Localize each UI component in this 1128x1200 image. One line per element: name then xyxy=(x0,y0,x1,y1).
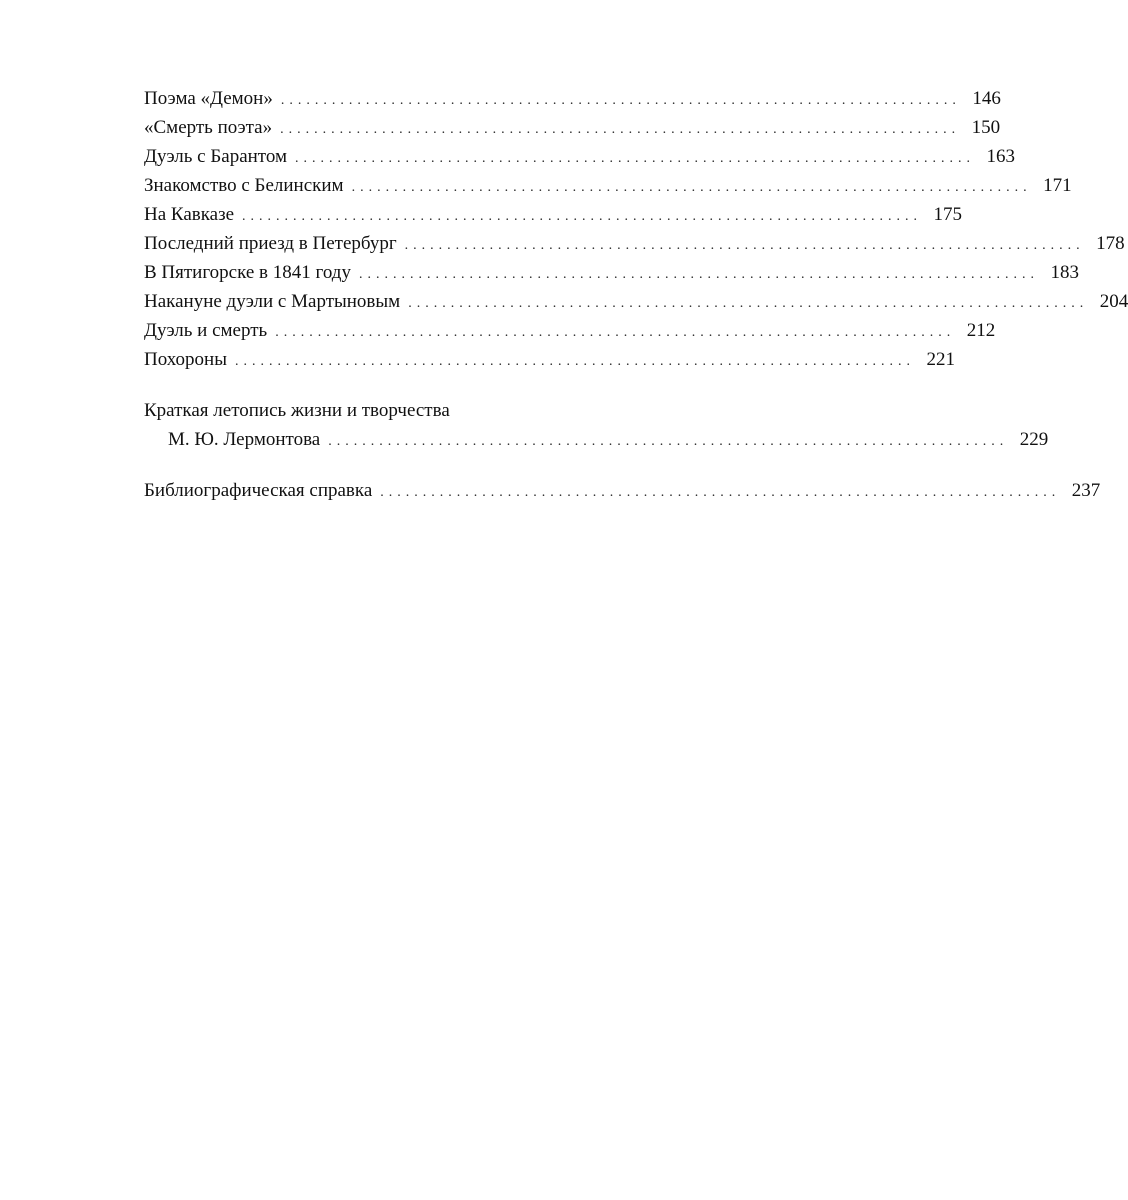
toc-entry-pyatigorsk xyxy=(144,258,1079,287)
toc-entry-title: Знакомство с Белинским xyxy=(144,175,344,196)
toc-dot-leader: ................................................................................ xyxy=(328,434,1009,449)
toc-dot-leader: ................................................................................ xyxy=(380,485,1061,500)
toc-entry-title: В Пятигорске в 1841 году xyxy=(144,262,351,283)
toc-entry-chronicle xyxy=(144,396,1049,454)
toc-entry-title: Дуэль с Барантом xyxy=(144,146,288,167)
toc-dot-leader: ................................................................................ xyxy=(280,122,961,137)
toc-page-number: 163 xyxy=(986,146,1016,167)
toc-entry-title: Дуэль и смерть xyxy=(144,320,268,341)
toc-entry-caucasus xyxy=(144,200,963,229)
toc-page-number: 183 xyxy=(1050,262,1079,283)
table-of-contents xyxy=(144,84,1128,505)
toc-entry-title: Поэма «Демон» xyxy=(144,88,273,109)
toc-entry-title: Накануне дуэли с Мартыновым xyxy=(144,291,401,312)
toc-entry-belinsky xyxy=(144,171,1072,200)
toc-dot-leader: ................................................................................ xyxy=(280,93,961,108)
toc-dot-leader: ................................................................................ xyxy=(295,151,976,166)
toc-entry-title: Библиографическая справка xyxy=(144,480,373,501)
toc-dot-leader: ................................................................................ xyxy=(404,238,1085,253)
toc-entry-death-of-poet xyxy=(144,113,1001,142)
toc-dot-leader: ................................................................................ xyxy=(358,267,1039,282)
toc-entry-title: Краткая летопись жизни и творчества xyxy=(144,400,450,421)
toc-page-number: 237 xyxy=(1071,480,1101,501)
toc-page-number: 229 xyxy=(1019,429,1049,450)
toc-entry-chronicle-continued xyxy=(144,425,1049,454)
toc-page-number: 171 xyxy=(1043,175,1072,196)
toc-entry-title: Похороны xyxy=(144,349,227,370)
toc-entry-duel-barant xyxy=(144,142,1016,171)
toc-page-number: 175 xyxy=(933,204,963,225)
toc-entry-funeral xyxy=(144,345,955,374)
toc-page-number: 150 xyxy=(971,117,1001,138)
toc-entry-demon xyxy=(144,84,1001,113)
toc-dot-leader: ................................................................................ xyxy=(234,354,915,369)
toc-page-number: 204 xyxy=(1099,291,1128,312)
toc-page-number: 212 xyxy=(966,320,996,341)
toc-dot-leader: ................................................................................ xyxy=(275,325,956,340)
toc-entry-title: На Кавказе xyxy=(144,204,235,225)
toc-entry-bibliography xyxy=(144,476,1101,505)
toc-dot-leader: ................................................................................ xyxy=(351,180,1032,195)
toc-dot-leader: ................................................................................ xyxy=(242,209,923,224)
toc-page-number: 146 xyxy=(972,88,1001,109)
toc-entry-title-continued: М. Ю. Лермонтова xyxy=(168,429,321,450)
toc-entry-duel-and-death xyxy=(144,316,996,345)
toc-entry-title: Последний приезд в Петербург xyxy=(144,233,397,254)
toc-entry-eve-of-duel xyxy=(144,287,1128,316)
toc-entry-petersburg xyxy=(144,229,1125,258)
toc-page-number: 221 xyxy=(926,349,955,370)
toc-entry-title: «Смерть поэта» xyxy=(144,117,273,138)
toc-dot-leader: ................................................................................ xyxy=(408,296,1089,311)
toc-page-number: 178 xyxy=(1096,233,1125,254)
